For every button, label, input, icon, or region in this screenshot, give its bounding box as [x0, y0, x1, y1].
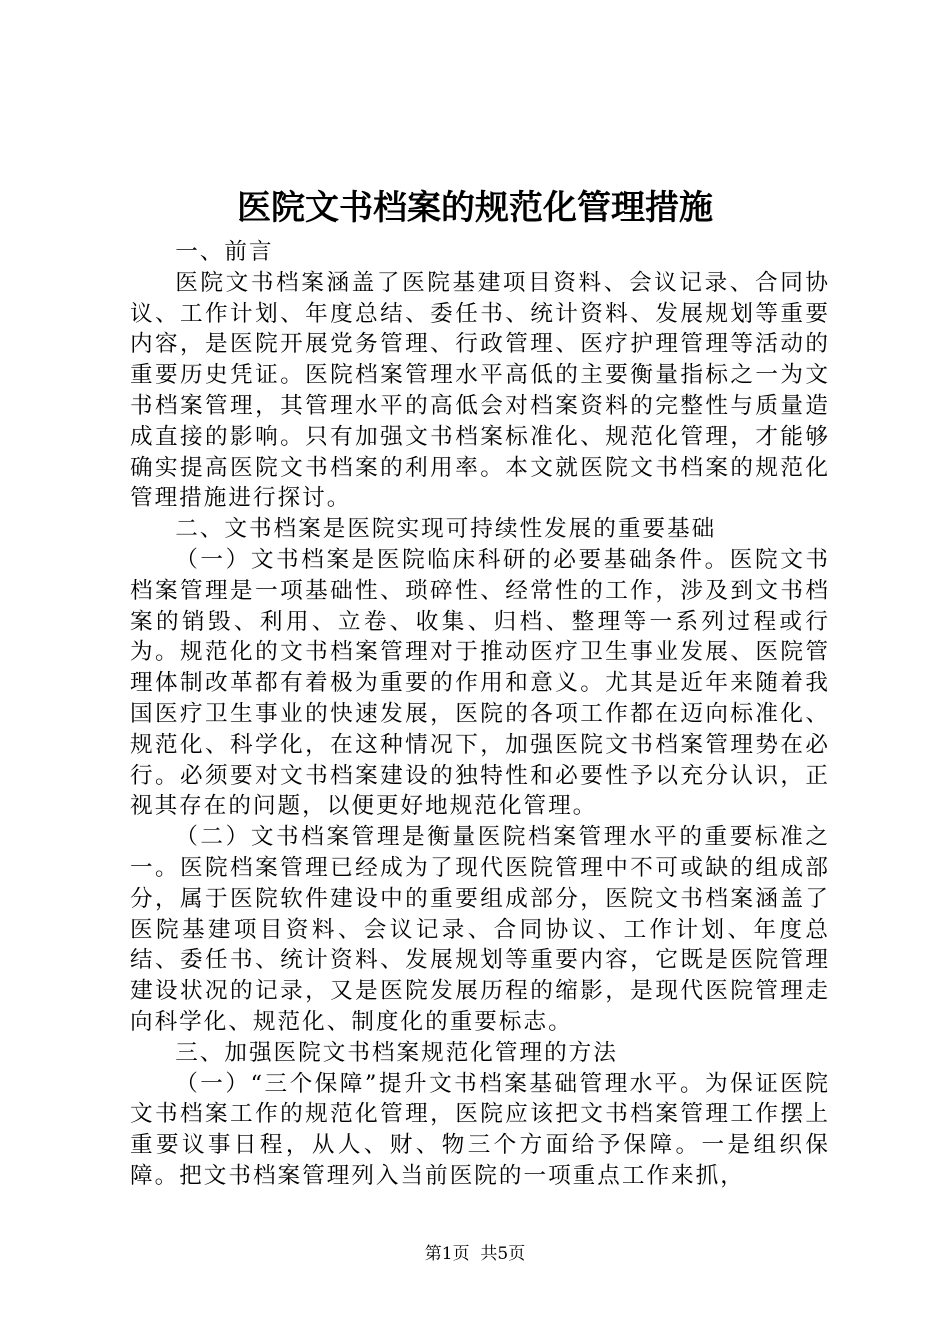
section-heading-three: 三、加强医院文书档案规范化管理的方法	[175, 1039, 618, 1066]
section-heading-preface: 一、前言	[175, 239, 274, 265]
paragraph-two-one: （一）文书档案是医院临床科研的必要基础条件。医院文书档案管理是一项基础性、琐碎性、经常性的工作，涉及到文书档案的销毁、利用、立卷、收集、归档、整理等一系列过程或行为。规范化的文书档案管理对于推动医疗卫生事业发展、医院管理体制改革都有着极为重要的作用和意义。尤其是近年来随着我国医疗卫生事业的快速发展，医院的各项工作都在迈向标准化、规范化、科学化，在这种情况下，加强医院文书档案管理势在必行。必须要对文书档案建设的独特性和必要性予以充分认识，正视其存在的问题，以便更好地规范化管理。	[130, 546, 830, 820]
document-title: 医院文书档案的规范化管理措施	[237, 188, 713, 228]
page-number: 第1页 共5页	[424, 1244, 526, 1264]
paragraph-preface: 医院文书档案涵盖了医院基建项目资料、会议记录、合同协议、工作计划、年度总结、委任书、统计资料、发展规划等重要内容，是医院开展党务管理、行政管理、医疗护理管理等活动的重要历史凭证。医院档案管理水平高低的主要衡量指标之一为文书档案管理，其管理水平的高低会对档案资料的完整性与质量造成直接的影响。只有加强文书档案标准化、规范化管理，才能够确实提高医院文书档案的利用率。本文就医院文书档案的规范化管理措施进行探讨。	[130, 269, 830, 512]
paragraph-three-one: （一）“三个保障”提升文书档案基础管理水平。为保证医院文书档案工作的规范化管理，医院应该把文书档案管理工作摆上重要议事日程，从人、财、物三个方面给予保障。一是组织保障。把文书档案管理列入当前医院的一项重点工作来抓，	[130, 1070, 830, 1189]
section-heading-two: 二、文书档案是医院实现可持续性发展的重要基础	[175, 516, 717, 543]
paragraph-two-two: （二）文书档案管理是衡量医院档案管理水平的重要标准之一。医院档案管理已经成为了现代医院管理中不可或缺的组成部分，属于医院软件建设中的重要组成部分，医院文书档案涵盖了医院基建项目资料、会议记录、合同协议、工作计划、年度总结、委任书、统计资料、发展规划等重要内容，它既是医院管理建设状况的记录，又是医院发展历程的缩影，是现代医院管理走向科学化、规范化、制度化的重要标志。	[130, 824, 830, 1035]
document-body	[130, 237, 830, 1192]
page-footer	[0, 1242, 950, 1266]
